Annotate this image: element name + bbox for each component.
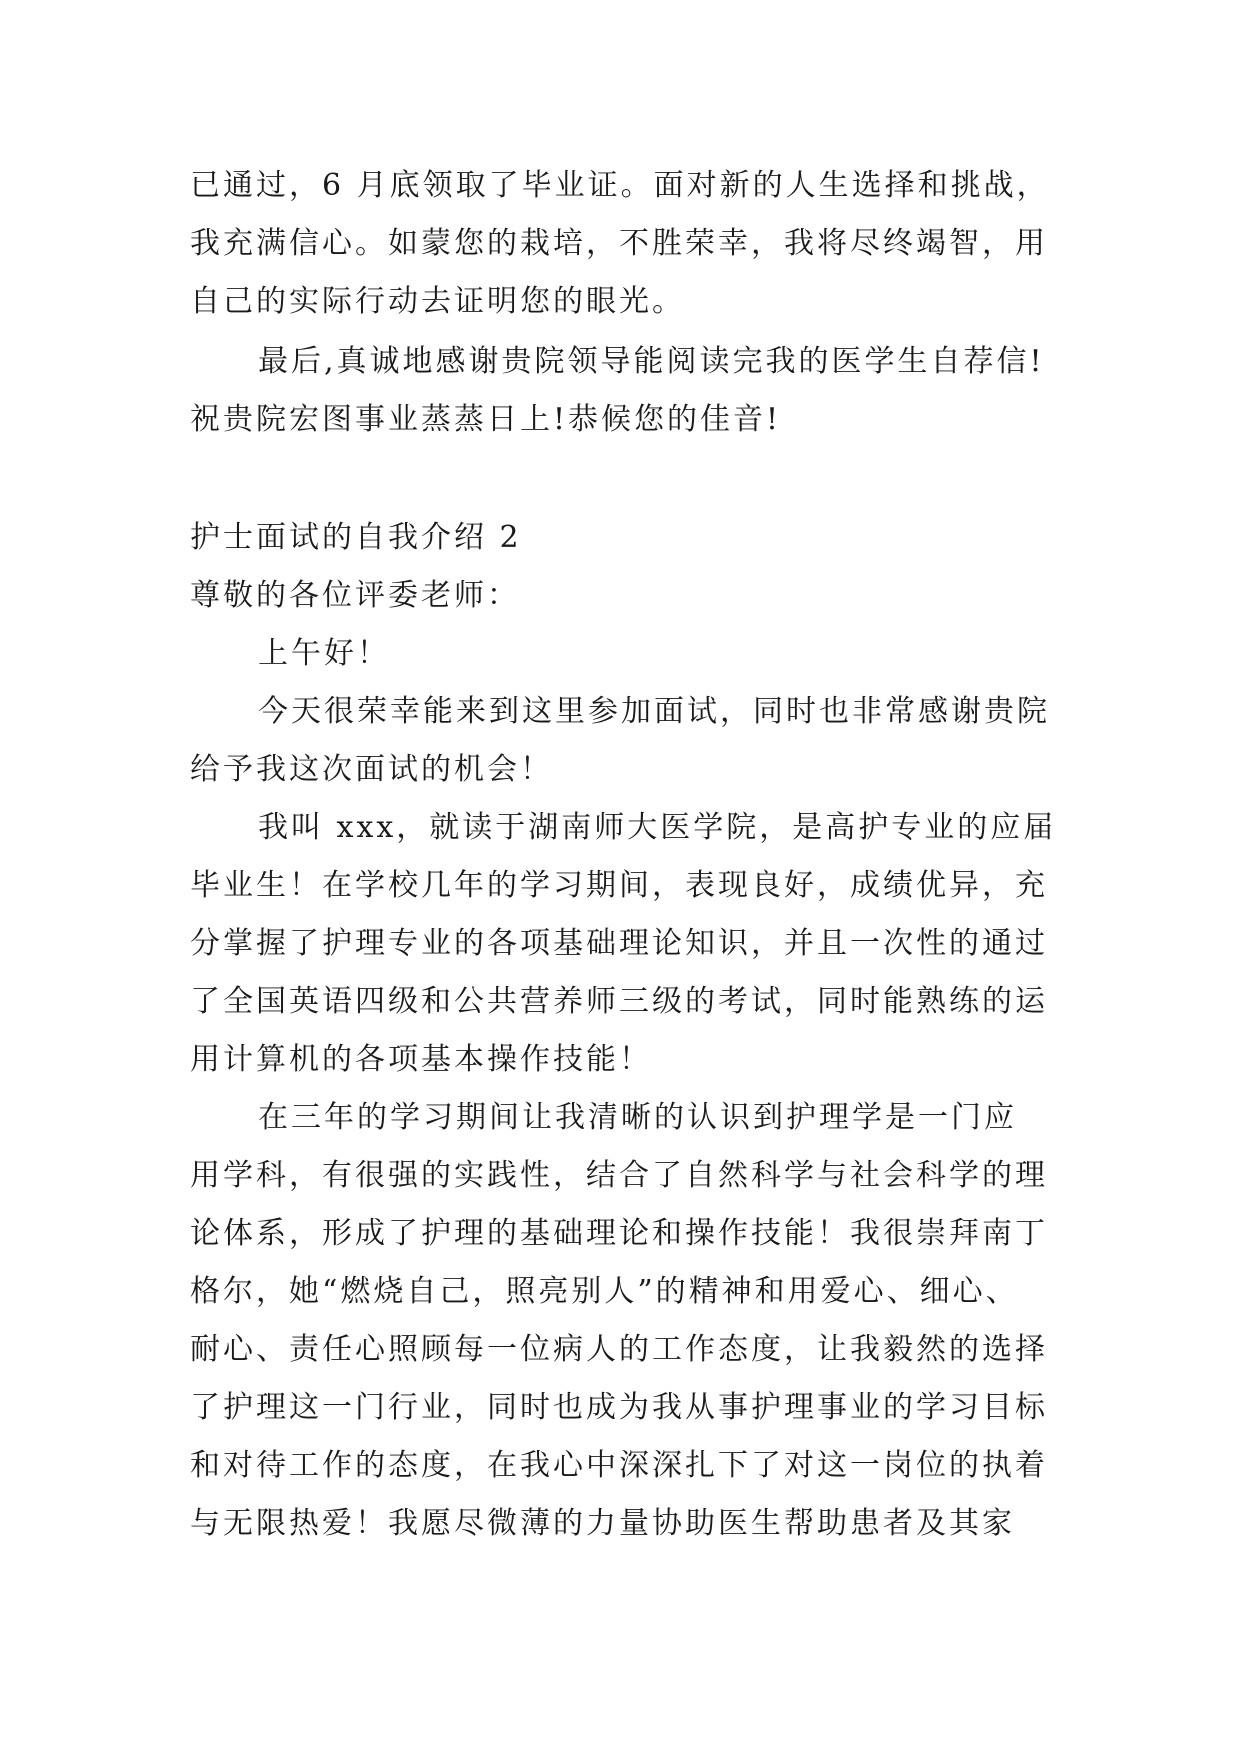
text-line: 我充满信心。如蒙您的栽培，不胜荣幸，我将尽终竭智，用 <box>190 226 1048 261</box>
text-line: 论体系，形成了护理的基础理论和操作技能！我很崇拜南丁 <box>190 1216 1048 1251</box>
greeting: 上午好！ <box>258 636 390 671</box>
text-line: 了全国英语四级和公共营养师三级的考试，同时能熟练的运 <box>190 984 1048 1019</box>
section-title: 护士面试的自我介绍 2 <box>190 520 522 555</box>
text-line: 用计算机的各项基本操作技能！ <box>190 1042 652 1077</box>
text-line: 分掌握了护理专业的各项基础理论知识，并且一次性的通过 <box>190 926 1048 961</box>
text-line: 格尔，她“燃烧自己，照亮别人”的精神和用爱心、细心、 <box>190 1274 1019 1309</box>
text-line: 在三年的学习期间让我清晰的认识到护理学是一门应 <box>258 1100 1017 1135</box>
text-line: 用学科，有很强的实践性，结合了自然科学与社会科学的理 <box>190 1158 1048 1193</box>
salutation: 尊敬的各位评委老师： <box>190 578 520 613</box>
text-line: 已通过，6 月底领取了毕业证。面对新的人生选择和挑战， <box>190 168 1050 203</box>
text-line: 与无限热爱！我愿尽微薄的力量协助医生帮助患者及其家 <box>190 1506 1015 1541</box>
text-line: 最后,真诚地感谢贵院领导能阅读完我的医学生自荐信! <box>258 344 1045 379</box>
text-line: 我叫 xxx，就读于湖南师大医学院，是高护专业的应届 <box>258 810 1057 845</box>
text-line: 和对待工作的态度，在我心中深深扎下了对这一岗位的执着 <box>190 1448 1048 1483</box>
text-line: 今天很荣幸能来到这里参加面试，同时也非常感谢贵院 <box>258 694 1050 729</box>
text-line: 了护理这一门行业，同时也成为我从事护理事业的学习目标 <box>190 1390 1048 1425</box>
text-line: 自己的实际行动去证明您的眼光。 <box>190 284 685 319</box>
text-line: 给予我这次面试的机会！ <box>190 752 553 787</box>
text-line: 耐心、责任心照顾每一位病人的工作态度，让我毅然的选择 <box>190 1332 1048 1367</box>
text-line: 祝贵院宏图事业蒸蒸日上!恭候您的佳音! <box>190 402 782 437</box>
text-line: 毕业生！在学校几年的学习期间，表现良好，成绩优异，充 <box>190 868 1048 903</box>
